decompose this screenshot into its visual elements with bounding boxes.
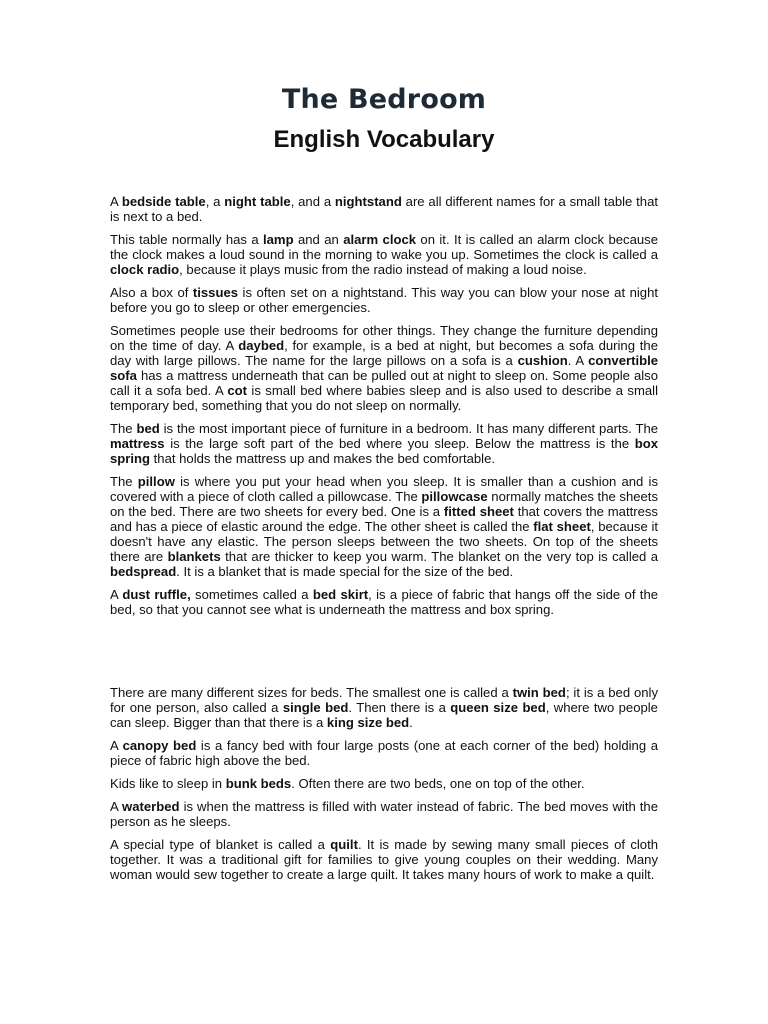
text-run: . A <box>567 353 589 368</box>
vocabulary-term: tissues <box>192 285 239 300</box>
vocabulary-term: clock radio <box>110 262 180 277</box>
text-run: A <box>110 587 123 602</box>
section-furniture <box>110 194 658 625</box>
section-bed-types <box>110 685 658 890</box>
text-run: . It is made by sewing many small pieces of cloth together. It was a traditional gift for families to give young couples on their wedding. Many woman would sew together to create a large quilt. It takes many hours of work to make a quilt. <box>110 837 658 882</box>
text-run: , because it doesn't have any elastic. The person sleeps between the two sheets. On top of the sheets there are <box>110 519 658 564</box>
paragraph-tissues <box>110 285 658 315</box>
text-run: The <box>110 421 137 436</box>
vocabulary-term: box spring <box>110 436 658 466</box>
text-run: , where two people can sleep. Bigger than that there is a <box>110 700 658 730</box>
text-run: . <box>409 715 413 730</box>
text-run: The <box>110 474 138 489</box>
text-run: Sometimes people use their bedrooms for other things. They change the furniture depending on the time of day. A <box>110 323 658 353</box>
vocabulary-term: quilt <box>330 837 358 852</box>
paragraph-quilt <box>110 837 658 882</box>
vocabulary-term: bedspread <box>110 564 177 579</box>
text-run: , and a <box>290 194 335 209</box>
text-run: A <box>110 738 123 753</box>
paragraph-bunk-beds <box>110 776 658 791</box>
vocabulary-term: alarm clock <box>343 232 417 247</box>
vocabulary-term: night table <box>224 194 291 209</box>
vocabulary-term: bed <box>136 421 160 436</box>
text-run: has a mattress underneath that can be pulled out at night to sleep on. Some people also call it a sofa bed. A <box>110 368 658 398</box>
text-run: . Often there are two beds, one on top of the other. <box>291 776 585 791</box>
text-run: is small bed where babies sleep and is also used to describe a small temporary bed, something that you do not sleep on normally. <box>110 383 658 413</box>
vocabulary-term: daybed <box>238 338 285 353</box>
text-run: is a fancy bed with four large posts (one at each corner of the bed) holding a piece of fabric high above the bed. <box>110 738 658 768</box>
vocabulary-term: bedside table <box>121 194 206 209</box>
paragraph-bed-sizes <box>110 685 658 730</box>
vocabulary-term: king size bed <box>326 715 410 730</box>
vocabulary-term: mattress <box>110 436 165 451</box>
vocabulary-term: pillowcase <box>421 489 488 504</box>
text-run: This table normally has a <box>110 232 264 247</box>
text-run: Kids like to sleep in <box>110 776 226 791</box>
paragraph-nightstand <box>110 194 658 224</box>
vocabulary-term: bunk beds <box>225 776 292 791</box>
vocabulary-term: bed skirt <box>312 587 369 602</box>
text-run: that are thicker to keep you warm. The blanket on the very top is called a <box>220 549 658 564</box>
text-run: that covers the mattress and has a piece of elastic around the edge. The other sheet is called the <box>110 504 658 534</box>
text-run: is the large soft part of the bed where you sleep. Below the mattress is the <box>164 436 635 451</box>
paragraph-daybed <box>110 323 658 413</box>
text-run: . It is a blanket that is made special for the size of the bed. <box>176 564 514 579</box>
text-run: is when the mattress is filled with water instead of fabric. The bed moves with the person as he sleeps. <box>110 799 658 829</box>
paragraph-bed-parts <box>110 421 658 466</box>
vocabulary-term: pillow <box>137 474 175 489</box>
text-run: , a <box>205 194 225 209</box>
paragraph-dust-ruffle <box>110 587 658 617</box>
vocabulary-term: twin bed <box>512 685 566 700</box>
vocabulary-term: convertible sofa <box>110 353 658 383</box>
vocabulary-term: cushion <box>517 353 568 368</box>
text-run: , is a piece of fabric that hangs off the side of the bed, so that you cannot see what is underneath the mattress and box spring. <box>110 587 659 617</box>
text-run: , for example, is a bed at night, but becomes a sofa during the day with large pillows. The name for the large pillows on a sofa is a <box>110 338 658 368</box>
page-title: The Bedroom <box>281 84 487 115</box>
paragraph-pillow-sheets <box>110 474 658 579</box>
vocabulary-term: nightstand <box>334 194 402 209</box>
vocabulary-term: fitted sheet <box>443 504 514 519</box>
vocabulary-term: canopy bed <box>122 738 197 753</box>
page-subtitle: English Vocabulary <box>273 126 495 153</box>
text-run: are all different names for a small table that is next to a bed. <box>110 194 658 224</box>
vocabulary-term: single bed <box>282 700 349 715</box>
text-run: A special type of blanket is called a <box>110 837 331 852</box>
paragraph-canopy-bed <box>110 738 658 768</box>
vocabulary-term: cot <box>227 383 248 398</box>
text-run: A <box>110 194 122 209</box>
text-run: on it. It is called an alarm clock because the clock makes a loud sound in the morning to wake you up. Sometimes the clock is called a <box>110 232 658 262</box>
paragraph-alarm-clock <box>110 232 658 277</box>
text-run: A <box>110 799 123 814</box>
text-run: is where you put your head when you sleep. It is smaller than a cushion and is covered with a piece of cloth called a pillowcase. The <box>110 474 659 504</box>
text-run: is the most important piece of furniture in a bedroom. It has many different parts. The <box>159 421 659 436</box>
text-run: ; it is a bed only for one person, also called a <box>110 685 658 715</box>
vocabulary-term: queen size bed <box>450 700 546 715</box>
text-run: Also a box of <box>110 285 193 300</box>
text-run: . Then there is a <box>348 700 451 715</box>
vocabulary-term: dust ruffle, <box>122 587 191 602</box>
text-run: sometimes called a <box>190 587 313 602</box>
vocabulary-term: blankets <box>167 549 221 564</box>
vocabulary-term: waterbed <box>122 799 180 814</box>
text-run: that holds the mattress up and makes the bed comfortable. <box>150 451 496 466</box>
vocabulary-term: flat sheet <box>533 519 591 534</box>
paragraph-waterbed <box>110 799 658 829</box>
text-run: There are many different sizes for beds. The smallest one is called a <box>110 685 513 700</box>
text-run: normally matches the sheets on the bed. There are two sheets for every bed. One is a <box>110 489 658 519</box>
text-run: and an <box>293 232 344 247</box>
text-run: is often set on a nightstand. This way you can blow your nose at night before you go to sleep or other emergencies. <box>110 285 659 315</box>
text-run: , because it plays music from the radio instead of making a loud noise. <box>179 262 587 277</box>
vocabulary-term: lamp <box>263 232 294 247</box>
